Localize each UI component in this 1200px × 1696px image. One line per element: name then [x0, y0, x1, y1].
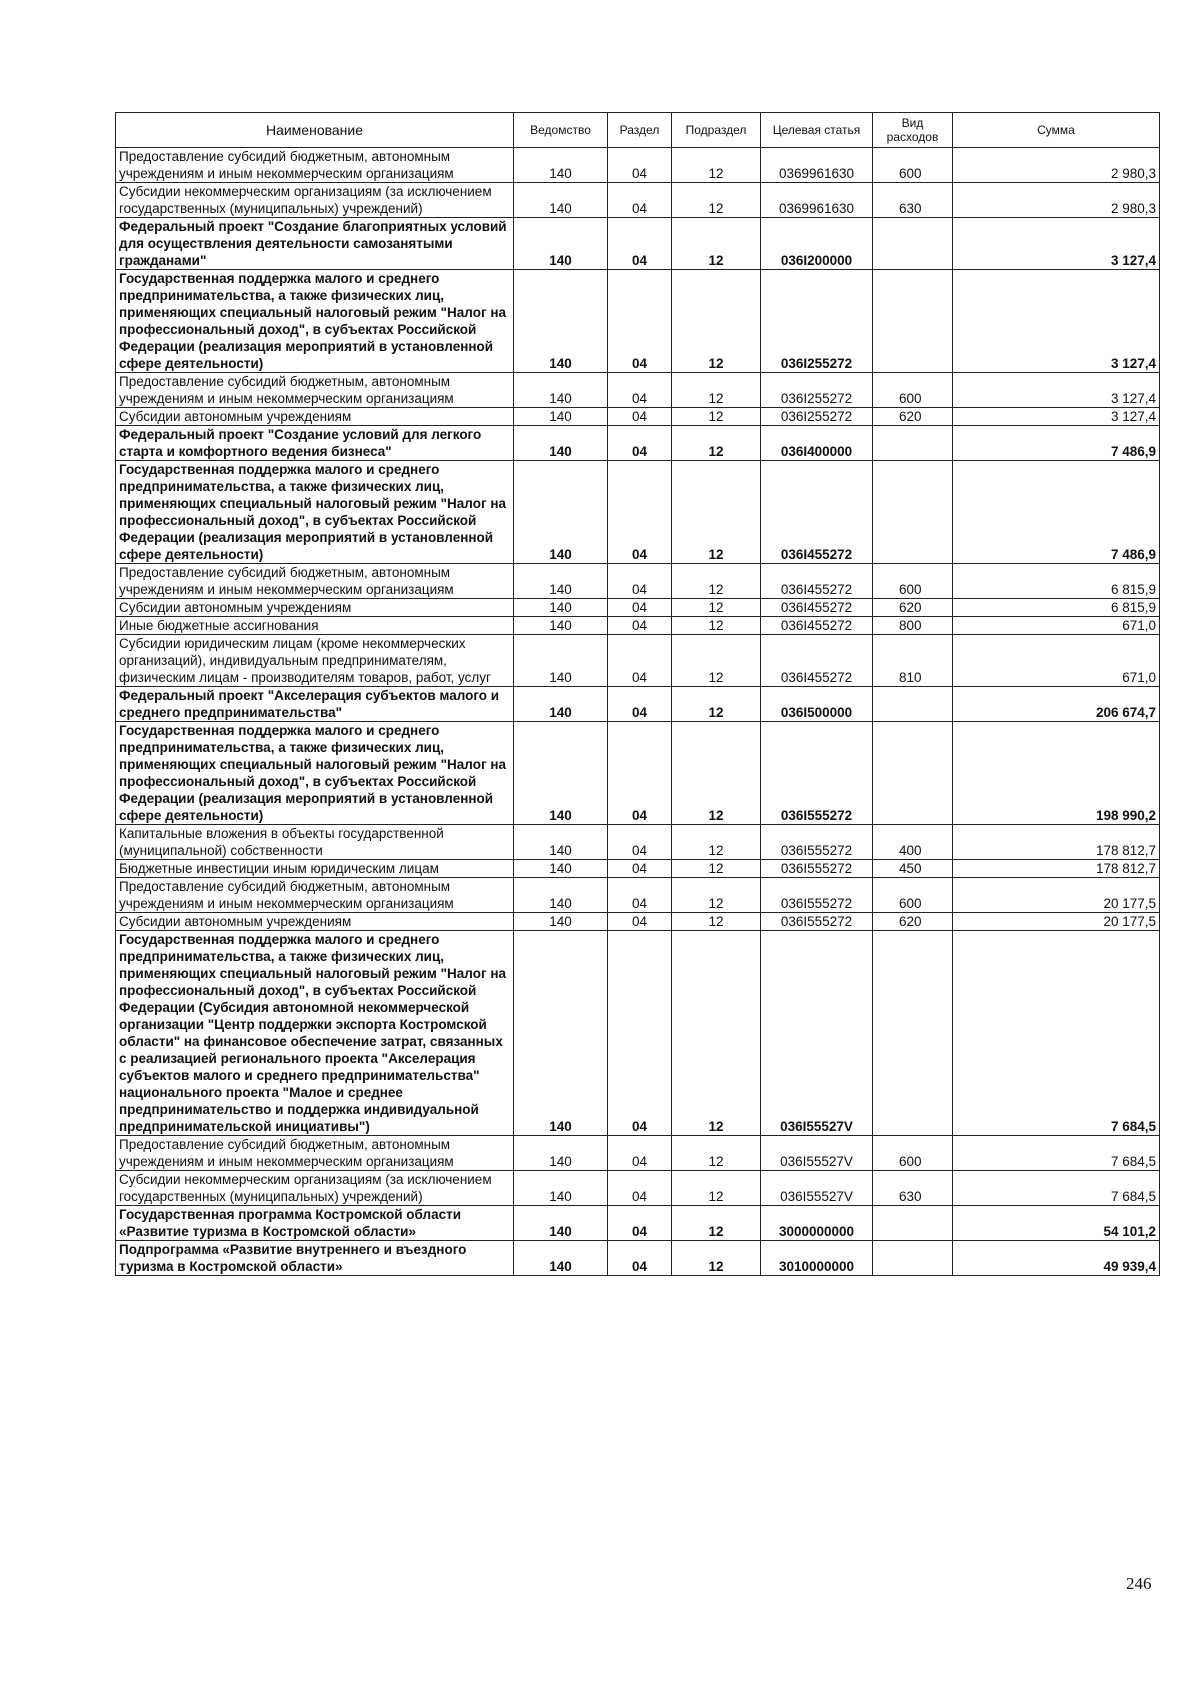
- table-row: [116, 373, 1160, 408]
- cell-razdel: 04: [608, 599, 672, 617]
- cell-name: Субсидии юридическим лицам (кроме некоммерческих организаций), индивидуальным предпринимателям, физическим лицам - производителям товаров, работ, услуг: [116, 635, 514, 687]
- cell-name: Государственная поддержка малого и среднего предпринимательства, а также физических лиц, применяющих специальный налоговый режим "Налог на профессиональный доход", в субъектах Российской Федерации (реализация мероприятий в установленной сфере деятельности): [116, 722, 514, 825]
- cell-name: Субсидии некоммерческим организациям (за исключением государственных (муниципальных) учреждений): [116, 1171, 514, 1206]
- cell-podrazdel: 12: [672, 617, 761, 635]
- cell-sum: 3 127,4: [953, 270, 1160, 373]
- cell-razdel: 04: [608, 183, 672, 218]
- cell-target-article: 036I555272: [761, 913, 873, 931]
- cell-expense-type: 630: [873, 183, 953, 218]
- cell-expense-type: 810: [873, 635, 953, 687]
- table-row: [116, 599, 1160, 617]
- cell-podrazdel: 12: [672, 1171, 761, 1206]
- cell-podrazdel: 12: [672, 270, 761, 373]
- cell-target-article: 0369961630: [761, 148, 873, 183]
- cell-name: Предоставление субсидий бюджетным, автономным учреждениям и иным некоммерческим организациям: [116, 148, 514, 183]
- table-row: [116, 148, 1160, 183]
- cell-target-article: 3000000000: [761, 1206, 873, 1241]
- cell-vedomstvo: 140: [514, 461, 608, 564]
- cell-sum: 54 101,2: [953, 1206, 1160, 1241]
- cell-podrazdel: 12: [672, 426, 761, 461]
- cell-expense-type: [873, 1241, 953, 1276]
- cell-razdel: 04: [608, 1241, 672, 1276]
- cell-podrazdel: 12: [672, 408, 761, 426]
- cell-sum: 20 177,5: [953, 913, 1160, 931]
- cell-sum: 7 684,5: [953, 931, 1160, 1136]
- table-row: [116, 687, 1160, 722]
- cell-podrazdel: 12: [672, 825, 761, 860]
- cell-vedomstvo: 140: [514, 878, 608, 913]
- table-row: [116, 913, 1160, 931]
- cell-sum: 2 980,3: [953, 148, 1160, 183]
- cell-vedomstvo: 140: [514, 687, 608, 722]
- cell-expense-type: [873, 218, 953, 270]
- cell-vedomstvo: 140: [514, 1171, 608, 1206]
- cell-podrazdel: 12: [672, 1206, 761, 1241]
- cell-target-article: 036I200000: [761, 218, 873, 270]
- cell-razdel: 04: [608, 426, 672, 461]
- cell-razdel: 04: [608, 687, 672, 722]
- cell-sum: 178 812,7: [953, 860, 1160, 878]
- cell-name: Бюджетные инвестиции иным юридическим лицам: [116, 860, 514, 878]
- cell-podrazdel: 12: [672, 860, 761, 878]
- header-podrazdel: Подраздел: [672, 113, 761, 148]
- cell-expense-type: 620: [873, 408, 953, 426]
- cell-sum: 3 127,4: [953, 218, 1160, 270]
- cell-podrazdel: 12: [672, 599, 761, 617]
- cell-razdel: 04: [608, 635, 672, 687]
- cell-razdel: 04: [608, 1136, 672, 1171]
- cell-name: Капитальные вложения в объекты государственной (муниципальной) собственности: [116, 825, 514, 860]
- cell-expense-type: 600: [873, 373, 953, 408]
- cell-target-article: 036I455272: [761, 461, 873, 564]
- cell-target-article: 036I255272: [761, 408, 873, 426]
- cell-vedomstvo: 140: [514, 825, 608, 860]
- cell-podrazdel: 12: [672, 183, 761, 218]
- cell-razdel: 04: [608, 270, 672, 373]
- cell-sum: 7 486,9: [953, 426, 1160, 461]
- cell-name: Субсидии автономным учреждениям: [116, 913, 514, 931]
- cell-expense-type: [873, 722, 953, 825]
- header-sum: Сумма: [953, 113, 1160, 148]
- table-row: [116, 635, 1160, 687]
- cell-podrazdel: 12: [672, 461, 761, 564]
- cell-podrazdel: 12: [672, 878, 761, 913]
- cell-sum: 6 815,9: [953, 599, 1160, 617]
- cell-expense-type: [873, 931, 953, 1136]
- cell-sum: 3 127,4: [953, 408, 1160, 426]
- cell-expense-type: 600: [873, 148, 953, 183]
- table-row: [116, 878, 1160, 913]
- cell-vedomstvo: 140: [514, 1206, 608, 1241]
- cell-razdel: 04: [608, 860, 672, 878]
- cell-vedomstvo: 140: [514, 183, 608, 218]
- cell-podrazdel: 12: [672, 931, 761, 1136]
- cell-vedomstvo: 140: [514, 373, 608, 408]
- table-row: [116, 1136, 1160, 1171]
- cell-name: Государственная поддержка малого и среднего предпринимательства, а также физических лиц, применяющих специальный налоговый режим "Налог на профессиональный доход", в субъектах Российской Федерации (реализация мероприятий в установленной сфере деятельности): [116, 461, 514, 564]
- cell-name: Субсидии автономным учреждениям: [116, 599, 514, 617]
- page-number: 246: [1126, 1574, 1152, 1593]
- cell-expense-type: 630: [873, 1171, 953, 1206]
- cell-name: Федеральный проект "Создание благоприятных условий для осуществления деятельности самозанятыми гражданами": [116, 218, 514, 270]
- cell-target-article: 036I455272: [761, 617, 873, 635]
- cell-name: Федеральный проект "Акселерация субъектов малого и среднего предпринимательства": [116, 687, 514, 722]
- cell-razdel: 04: [608, 148, 672, 183]
- cell-vedomstvo: 140: [514, 1136, 608, 1171]
- cell-target-article: 3010000000: [761, 1241, 873, 1276]
- cell-name: Государственная поддержка малого и среднего предпринимательства, а также физических лиц, применяющих специальный налоговый режим "Налог на профессиональный доход", в субъектах Российской Федерации (Субсидия автономной некоммерческой организации "Центр поддержки экспорта Костромской области" на финансовое обеспечение затрат, связанных с реализацией регионального проекта "Акселерация субъектов малого и среднего предпринимательства" национального проекта "Малое и среднее предпринимательство и поддержка индивидуальной предпринимательской инициативы"): [116, 931, 514, 1136]
- cell-target-article: 036I55527V: [761, 1136, 873, 1171]
- cell-razdel: 04: [608, 408, 672, 426]
- table-row: [116, 426, 1160, 461]
- cell-sum: 198 990,2: [953, 722, 1160, 825]
- cell-podrazdel: 12: [672, 148, 761, 183]
- table-row: [116, 183, 1160, 218]
- cell-vedomstvo: 140: [514, 564, 608, 599]
- table-row: [116, 1241, 1160, 1276]
- table-row: [116, 408, 1160, 426]
- cell-sum: 7 684,5: [953, 1171, 1160, 1206]
- cell-target-article: 036I255272: [761, 270, 873, 373]
- cell-razdel: 04: [608, 218, 672, 270]
- cell-target-article: 0369961630: [761, 183, 873, 218]
- cell-sum: 20 177,5: [953, 878, 1160, 913]
- cell-razdel: 04: [608, 617, 672, 635]
- cell-razdel: 04: [608, 878, 672, 913]
- cell-target-article: 036I455272: [761, 599, 873, 617]
- cell-name: Подпрограмма «Развитие внутреннего и въездного туризма в Костромской области»: [116, 1241, 514, 1276]
- cell-expense-type: 600: [873, 564, 953, 599]
- table-header-row: [116, 113, 1160, 148]
- cell-sum: 206 674,7: [953, 687, 1160, 722]
- cell-podrazdel: 12: [672, 373, 761, 408]
- cell-razdel: 04: [608, 722, 672, 825]
- cell-sum: 3 127,4: [953, 373, 1160, 408]
- cell-expense-type: [873, 461, 953, 564]
- cell-podrazdel: 12: [672, 913, 761, 931]
- cell-sum: 6 815,9: [953, 564, 1160, 599]
- cell-sum: 671,0: [953, 635, 1160, 687]
- cell-podrazdel: 12: [672, 635, 761, 687]
- cell-podrazdel: 12: [672, 1136, 761, 1171]
- cell-sum: 7 486,9: [953, 461, 1160, 564]
- cell-target-article: 036I255272: [761, 373, 873, 408]
- cell-vedomstvo: 140: [514, 1241, 608, 1276]
- table-row: [116, 617, 1160, 635]
- cell-name: Субсидии автономным учреждениям: [116, 408, 514, 426]
- table-row: [116, 722, 1160, 825]
- cell-target-article: 036I455272: [761, 635, 873, 687]
- cell-razdel: 04: [608, 564, 672, 599]
- cell-expense-type: 600: [873, 878, 953, 913]
- cell-vedomstvo: 140: [514, 599, 608, 617]
- table-row: [116, 1206, 1160, 1241]
- cell-podrazdel: 12: [672, 722, 761, 825]
- cell-expense-type: 620: [873, 913, 953, 931]
- cell-name: Федеральный проект "Создание условий для легкого старта и комфортного ведения бизнеса": [116, 426, 514, 461]
- cell-expense-type: 600: [873, 1136, 953, 1171]
- cell-vedomstvo: 140: [514, 913, 608, 931]
- cell-target-article: 036I400000: [761, 426, 873, 461]
- table-row: [116, 825, 1160, 860]
- cell-vedomstvo: 140: [514, 617, 608, 635]
- cell-razdel: 04: [608, 825, 672, 860]
- cell-name: Государственная программа Костромской области «Развитие туризма в Костромской области»: [116, 1206, 514, 1241]
- cell-vedomstvo: 140: [514, 148, 608, 183]
- cell-sum: 178 812,7: [953, 825, 1160, 860]
- cell-expense-type: [873, 426, 953, 461]
- cell-vedomstvo: 140: [514, 408, 608, 426]
- cell-expense-type: [873, 1206, 953, 1241]
- cell-sum: 671,0: [953, 617, 1160, 635]
- cell-target-article: 036I55527V: [761, 1171, 873, 1206]
- cell-razdel: 04: [608, 373, 672, 408]
- cell-name: Государственная поддержка малого и среднего предпринимательства, а также физических лиц, применяющих специальный налоговый режим "Налог на профессиональный доход", в субъектах Российской Федерации (реализация мероприятий в установленной сфере деятельности): [116, 270, 514, 373]
- cell-podrazdel: 12: [672, 218, 761, 270]
- cell-name: Субсидии некоммерческим организациям (за исключением государственных (муниципальных) учреждений): [116, 183, 514, 218]
- cell-target-article: 036I455272: [761, 564, 873, 599]
- cell-sum: 2 980,3: [953, 183, 1160, 218]
- cell-target-article: 036I555272: [761, 722, 873, 825]
- header-vedomstvo: Ведомство: [514, 113, 608, 148]
- cell-razdel: 04: [608, 461, 672, 564]
- cell-vedomstvo: 140: [514, 270, 608, 373]
- cell-expense-type: 620: [873, 599, 953, 617]
- budget-table: [115, 112, 1160, 1276]
- header-razdel: Раздел: [608, 113, 672, 148]
- cell-sum: 49 939,4: [953, 1241, 1160, 1276]
- table-row: [116, 461, 1160, 564]
- table-row: [116, 218, 1160, 270]
- cell-name: Иные бюджетные ассигнования: [116, 617, 514, 635]
- header-expense-type: Вид расходов: [873, 113, 953, 148]
- header-name: Наименование: [116, 113, 514, 148]
- cell-podrazdel: 12: [672, 687, 761, 722]
- cell-target-article: 036I555272: [761, 825, 873, 860]
- cell-razdel: 04: [608, 913, 672, 931]
- cell-vedomstvo: 140: [514, 931, 608, 1136]
- table-row: [116, 860, 1160, 878]
- cell-expense-type: [873, 687, 953, 722]
- cell-target-article: 036I500000: [761, 687, 873, 722]
- cell-razdel: 04: [608, 1171, 672, 1206]
- cell-podrazdel: 12: [672, 1241, 761, 1276]
- cell-podrazdel: 12: [672, 564, 761, 599]
- cell-target-article: 036I555272: [761, 878, 873, 913]
- cell-vedomstvo: 140: [514, 426, 608, 461]
- cell-name: Предоставление субсидий бюджетным, автономным учреждениям и иным некоммерческим организациям: [116, 1136, 514, 1171]
- cell-vedomstvo: 140: [514, 635, 608, 687]
- cell-target-article: 036I555272: [761, 860, 873, 878]
- cell-expense-type: 450: [873, 860, 953, 878]
- cell-vedomstvo: 140: [514, 218, 608, 270]
- header-target-article: Целевая статья: [761, 113, 873, 148]
- table-row: [116, 270, 1160, 373]
- cell-name: Предоставление субсидий бюджетным, автономным учреждениям и иным некоммерческим организациям: [116, 564, 514, 599]
- cell-vedomstvo: 140: [514, 722, 608, 825]
- cell-razdel: 04: [608, 1206, 672, 1241]
- cell-vedomstvo: 140: [514, 860, 608, 878]
- table-row: [116, 931, 1160, 1136]
- cell-razdel: 04: [608, 931, 672, 1136]
- cell-name: Предоставление субсидий бюджетным, автономным учреждениям и иным некоммерческим организациям: [116, 878, 514, 913]
- table-row: [116, 564, 1160, 599]
- cell-expense-type: 400: [873, 825, 953, 860]
- table-row: [116, 1171, 1160, 1206]
- cell-name: Предоставление субсидий бюджетным, автономным учреждениям и иным некоммерческим организациям: [116, 373, 514, 408]
- table-body: [116, 148, 1160, 1276]
- cell-expense-type: 800: [873, 617, 953, 635]
- cell-expense-type: [873, 270, 953, 373]
- cell-target-article: 036I55527V: [761, 931, 873, 1136]
- cell-sum: 7 684,5: [953, 1136, 1160, 1171]
